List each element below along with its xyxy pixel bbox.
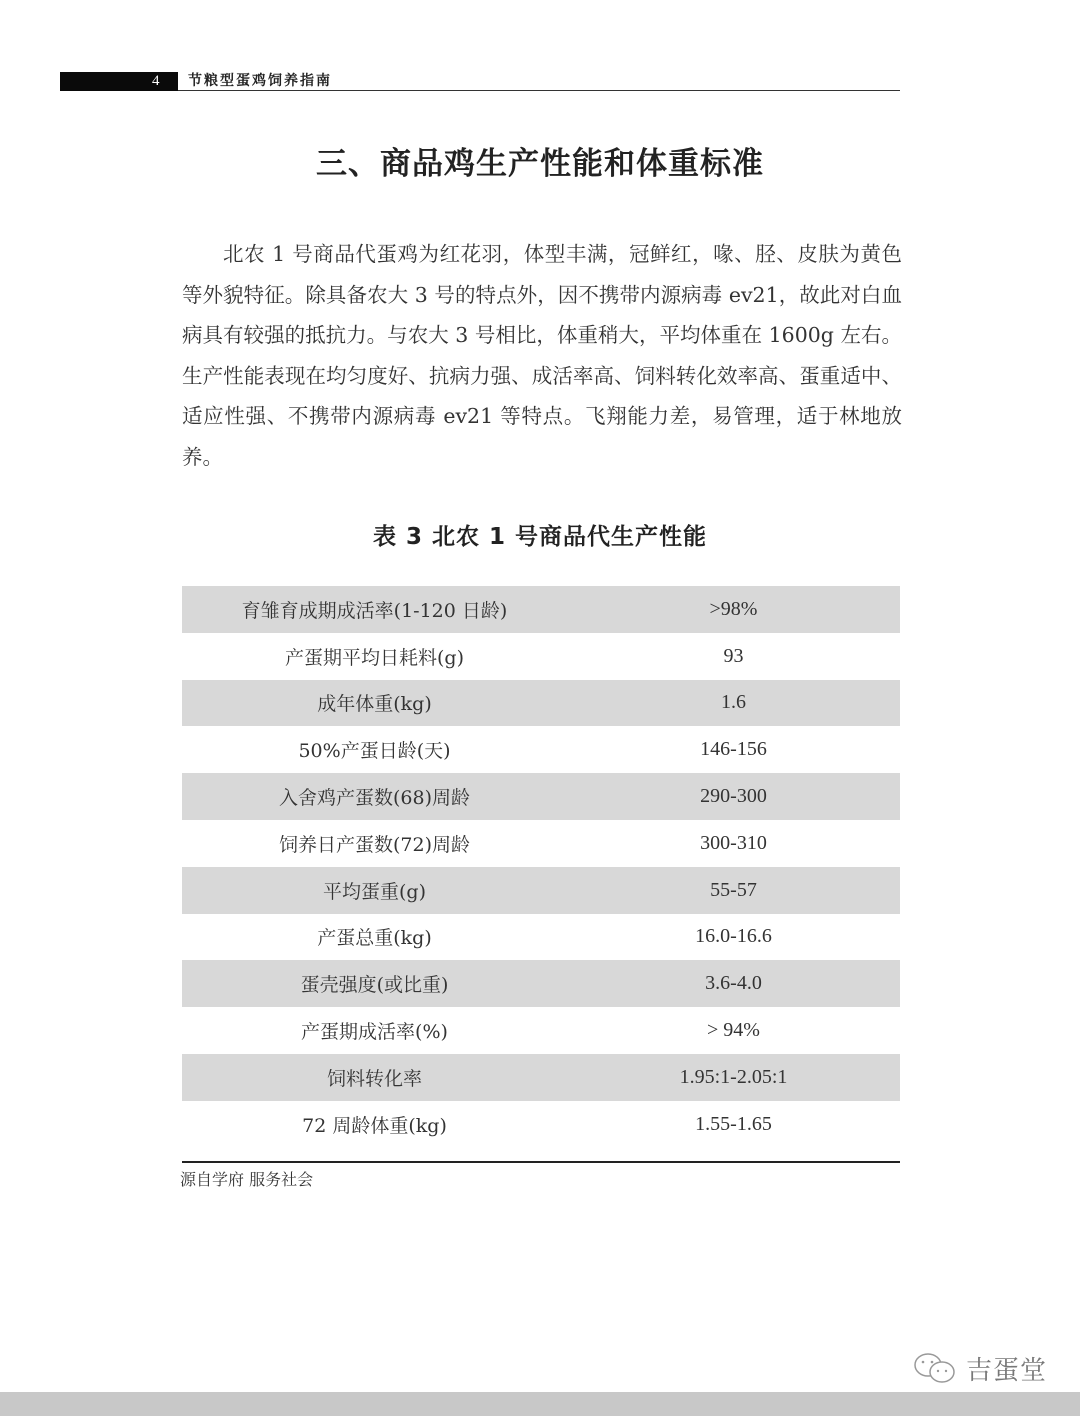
running-header (60, 72, 900, 91)
header-black-block (60, 72, 178, 91)
row-label: 蛋壳强度(或比重) (300, 974, 449, 997)
row-label: 50%产蛋日龄(天) (298, 740, 451, 763)
footer-motto: 源自学府 服务社会 (180, 1170, 314, 1189)
table-row (182, 1007, 900, 1054)
wechat-icon (912, 1352, 960, 1386)
row-value: 16.0-16.6 (695, 925, 772, 948)
row-label: 72 周龄体重(kg) (302, 1114, 447, 1137)
row-value: >98% (709, 597, 758, 620)
table-row (182, 1054, 900, 1101)
row-value: 146-156 (700, 738, 767, 761)
table-row (182, 914, 900, 961)
row-label: 饲料转化率 (326, 1067, 422, 1090)
row-value: 3.6-4.0 (705, 972, 762, 995)
table-row (182, 820, 900, 867)
row-label: 产蛋总重(kg) (317, 927, 432, 950)
row-value: 55-57 (710, 878, 757, 901)
row-value: 300-310 (700, 831, 767, 854)
row-label: 入舍鸡产蛋数(68)周龄 (278, 787, 470, 810)
book-title: 节粮型蛋鸡饲养指南 (188, 73, 332, 89)
body-paragraph (182, 234, 902, 477)
row-label: 产蛋期成活率(%) (301, 1021, 448, 1044)
row-label: 成年体重(kg) (317, 693, 432, 716)
table-row (182, 960, 900, 1007)
table-row (182, 1101, 900, 1148)
watermark (912, 1350, 1047, 1387)
row-value: 1.6 (721, 691, 746, 714)
table-row (182, 680, 900, 727)
performance-table (182, 586, 900, 1148)
row-label: 饲养日产蛋数(72)周龄 (278, 833, 470, 856)
row-label: 平均蛋重(g) (323, 880, 426, 903)
header-rule (178, 90, 900, 91)
page-number: 4 (152, 73, 160, 89)
row-value: 93 (723, 644, 744, 667)
row-value: 1.95:1-2.05:1 (679, 1065, 788, 1088)
bottom-bar (0, 1392, 1080, 1416)
table-row (182, 867, 900, 914)
watermark-text: 吉蛋堂 (966, 1356, 1048, 1386)
table-row (182, 633, 900, 680)
row-value: 1.55-1.65 (695, 1112, 772, 1135)
table-row (182, 586, 900, 633)
row-label: 育雏育成期成活率(1-120 日龄) (241, 599, 508, 622)
row-label: 产蛋期平均日耗料(g) (285, 646, 464, 669)
section-title: 三、商品鸡生产性能和体重标准 (316, 146, 764, 182)
row-value: 290-300 (700, 785, 767, 808)
footer-rule (182, 1161, 900, 1163)
table-caption: 表 3 北农 1 号商品代生产性能 (372, 524, 708, 550)
row-value: > 94% (707, 1019, 760, 1042)
paragraph-text: 北农 1 号商品代蛋鸡为红花羽，体型丰满，冠鲜红，喙、胫、皮肤为黄色等外貌特征。除具备农大 3 号的特点外，因不携带内源病毒 ev21，故此对白血病具有较强的抵抗力。与农大 3 号相比，体重稍大，平均体重在 1600g 左右。生产性能表现在均匀度好、抗病力强、成活率高、饲料转化效率高、蛋重适中、适应性强、不携带内源病毒 ev21 等特点。飞翔能力差，易管理，适于林地放养。 (182, 242, 902, 469)
table-row (182, 726, 900, 773)
table-row (182, 773, 900, 820)
